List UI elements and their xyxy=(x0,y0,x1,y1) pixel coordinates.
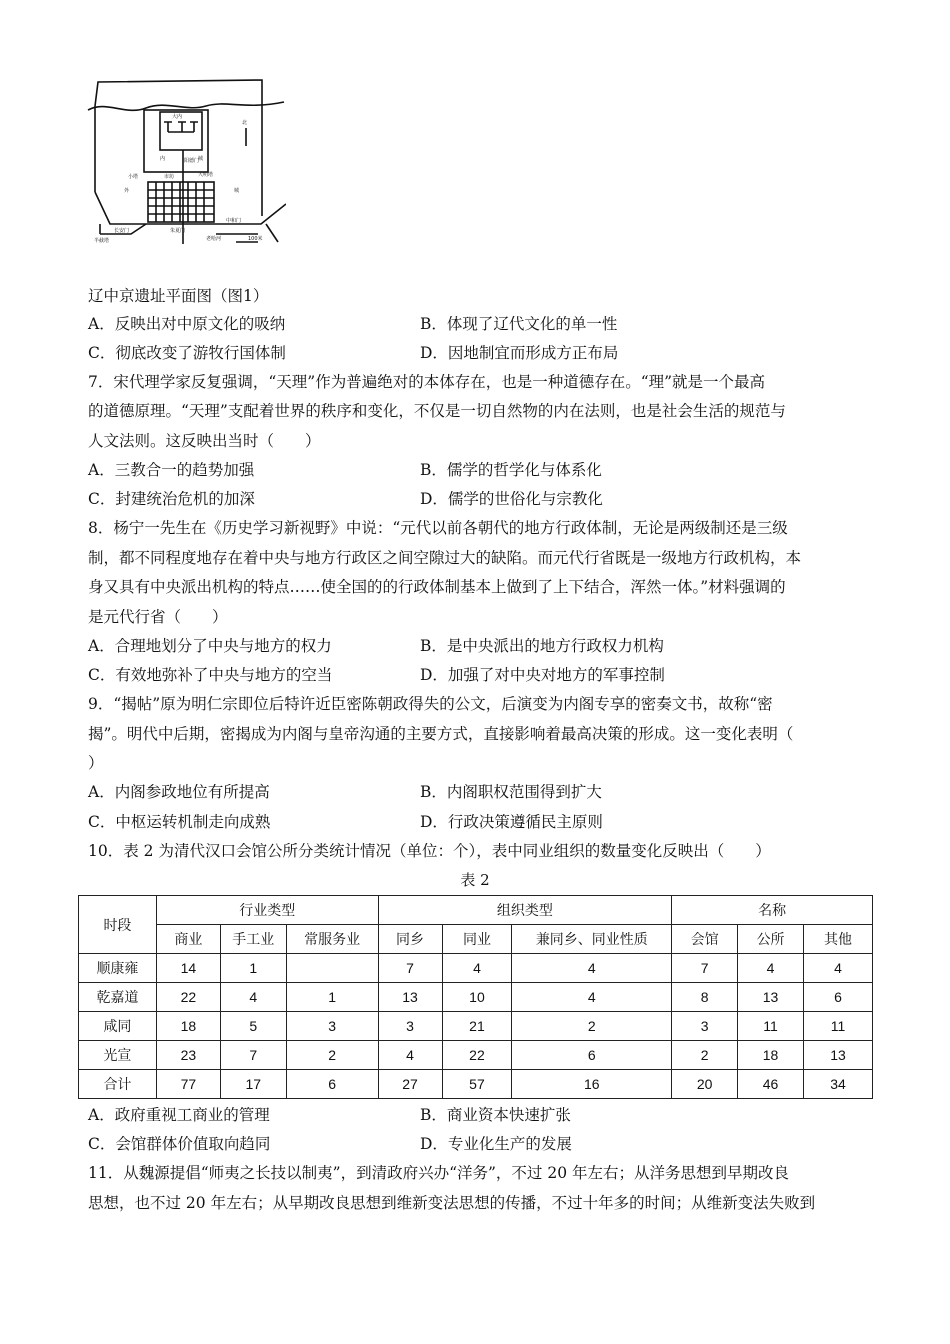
q6-option-b: B．体现了辽代文化的单一性 xyxy=(420,315,618,333)
table-cell: 20 xyxy=(672,1070,738,1099)
map-label-gate: 阳德门 xyxy=(184,158,200,164)
table-cell: 21 xyxy=(442,1012,512,1041)
table-cell: 4 xyxy=(738,954,804,983)
table-cell: 4 xyxy=(378,1041,442,1070)
subheader-cell: 手工业 xyxy=(220,925,286,954)
q11-stem-line1: 11．从魏源提倡“师夷之长技以制夷”，到清政府兴办“洋务”，不过 20 年左右；从洋务思想到早期改良 xyxy=(88,1164,789,1182)
q7-stem-line1: 7．宋代理学家反复强调，“天理”作为普遍绝对的本体存在，也是一种道德存在。“理”就是一个最高 xyxy=(88,373,766,391)
map-label-zhuxia-gate: 朱夏门 xyxy=(170,228,186,234)
q9-stem-line3: ） xyxy=(88,754,104,772)
table-cell: 18 xyxy=(156,1012,220,1041)
table-row xyxy=(79,954,873,983)
q6-option-c: C．彻底改变了游牧行国体制 xyxy=(88,344,286,362)
table-cell: 13 xyxy=(738,983,804,1012)
table-cell: 13 xyxy=(378,983,442,1012)
table-subheader-row xyxy=(79,925,873,954)
figure-caption: 辽中京遗址平面图（图1） xyxy=(88,287,269,305)
q9-stem-line2: 揭”。明代中后期，密揭成为内阁与皇帝沟通的主要方式，直接影响着最高决策的形成。这一变化表明（ xyxy=(88,725,794,743)
q7-option-d: D．儒学的世俗化与宗教化 xyxy=(420,490,603,508)
table-cell: 8 xyxy=(672,983,738,1012)
table-total-row xyxy=(79,1070,873,1099)
q8-stem-line2: 制，都不同程度地存在着中央与地方行政区之间空隙过大的缺陷。而元代行省既是一级地方行政机构，本 xyxy=(88,549,802,567)
q10-option-a: A．政府重视工商业的管理 xyxy=(88,1106,270,1124)
table-cell: 6 xyxy=(512,1041,672,1070)
q8-stem-line4: 是元代行省（ ） xyxy=(88,608,228,626)
map-label-big-pagoda: 大明塔 xyxy=(198,172,214,178)
period-cell: 合计 xyxy=(79,1070,157,1099)
q8-stem-line3: 身又具有中央派出机构的特点……使全国的的行政体制基本上做到了上下结合，浑然一体。”材料强调的 xyxy=(88,578,786,596)
q10-option-b: B．商业资本快速扩张 xyxy=(420,1106,571,1124)
q11-stem-line2: 思想，也不过 20 年左右；从早期改良思想到维新变法思想的传播，不过十年多的时间；从维新变法失败到 xyxy=(88,1194,816,1212)
map-label-changan-gate: 长安门 xyxy=(114,228,130,234)
q7-option-a: A．三教合一的趋势加强 xyxy=(88,461,255,479)
q9-option-a: A．内阁参政地位有所提高 xyxy=(88,783,270,801)
map-label-small-pagoda: 小塔 xyxy=(128,174,139,180)
q10-stem: 10．表 2 为清代汉口会馆公所分类统计情况（单位：个），表中同业组织的数量变化反映出（ ） xyxy=(88,842,771,860)
table-cell: 10 xyxy=(442,983,512,1012)
subheader-cell: 公所 xyxy=(738,925,804,954)
table-row xyxy=(79,1012,873,1041)
q6-option-a: A．反映出对中原文化的吸纳 xyxy=(88,315,286,333)
q8-stem-line1: 8．杨宁一先生在《历史学习新视野》中说：“元代以前各朝代的地方行政体制，无论是两级制还是三级 xyxy=(88,519,788,537)
subheader-cell: 会馆 xyxy=(672,925,738,954)
q8-option-a: A．合理地划分了中央与地方的权力 xyxy=(88,637,332,655)
table-cell: 4 xyxy=(220,983,286,1012)
q7-option-c: C．封建统治危机的加深 xyxy=(88,490,255,508)
table-cell: 23 xyxy=(156,1041,220,1070)
q10-option-c: C．会馆群体价值取向趋同 xyxy=(88,1135,271,1153)
table-cell: 22 xyxy=(156,983,220,1012)
table-cell: 1 xyxy=(286,983,378,1012)
q8-option-b: B．是中央派出的地方行政权力机构 xyxy=(420,637,664,655)
subheader-cell: 同乡 xyxy=(378,925,442,954)
map-label-nei: 内 xyxy=(160,156,166,162)
map-label-wai: 外 xyxy=(124,188,130,194)
q9-option-d: D．行政决策遵循民主原则 xyxy=(420,813,603,831)
table-row xyxy=(79,983,873,1012)
map-label-zhonghe-gate: 中和门 xyxy=(226,218,242,224)
table-cell: 22 xyxy=(442,1041,512,1070)
table-cell: 2 xyxy=(512,1012,672,1041)
table-cell: 46 xyxy=(738,1070,804,1099)
q6-option-d: D．因地制宜而形成方正布局 xyxy=(420,344,619,362)
table-cell: 18 xyxy=(738,1041,804,1070)
header-period: 时段 xyxy=(79,896,157,954)
table-cell: 3 xyxy=(672,1012,738,1041)
table-cell: 4 xyxy=(442,954,512,983)
q7-stem-line3: 人文法则。这反映出当时（ ） xyxy=(88,432,321,450)
table-cell: 1 xyxy=(220,954,286,983)
q9-option-c: C．中枢运转机制走向成熟 xyxy=(88,813,271,831)
table-cell: 17 xyxy=(220,1070,286,1099)
table-cell: 3 xyxy=(378,1012,442,1041)
subheader-cell: 商业 xyxy=(156,925,220,954)
table-cell: 6 xyxy=(804,983,873,1012)
map-label-cheng-outer: 城 xyxy=(234,188,240,194)
period-cell: 光宣 xyxy=(79,1041,157,1070)
table-cell: 14 xyxy=(156,954,220,983)
table-caption: 表 2 xyxy=(460,871,490,889)
table-cell: 11 xyxy=(804,1012,873,1041)
table-cell: 2 xyxy=(286,1041,378,1070)
header-name: 名称 xyxy=(672,896,873,925)
header-industry: 行业类型 xyxy=(156,896,378,925)
table-cell: 7 xyxy=(672,954,738,983)
table-cell: 57 xyxy=(442,1070,512,1099)
map-label-cheng: 城 xyxy=(198,156,204,162)
table-cell: 2 xyxy=(672,1041,738,1070)
table-header-row xyxy=(79,896,873,925)
table-cell: 13 xyxy=(804,1041,873,1070)
map-label-river: 老哈河 xyxy=(206,236,222,242)
q8-option-d: D．加强了对中央对地方的军事控制 xyxy=(420,666,665,684)
map-label-half-pagoda: 半截塔 xyxy=(94,238,110,244)
map-label-market: 市坊 xyxy=(164,174,175,180)
q8-option-c: C．有效地弥补了中央与地方的空当 xyxy=(88,666,333,684)
table-cell: 4 xyxy=(804,954,873,983)
subheader-cell: 其他 xyxy=(804,925,873,954)
table-cell: 7 xyxy=(378,954,442,983)
liao-zhongjing-site-map xyxy=(86,74,286,252)
table-cell: 3 xyxy=(286,1012,378,1041)
header-organization: 组织类型 xyxy=(378,896,672,925)
map-label-north: 北 xyxy=(242,120,248,126)
table-cell: 7 xyxy=(220,1041,286,1070)
subheader-cell: 同业 xyxy=(442,925,512,954)
table-cell: 6 xyxy=(286,1070,378,1099)
period-cell: 咸同 xyxy=(79,1012,157,1041)
q7-stem-line2: 的道德原理。“天理”支配着世界的秩序和变化，不仅是一切自然物的内在法则，也是社会生活的规范与 xyxy=(88,402,786,420)
table-cell xyxy=(286,954,378,983)
subheader-cell: 常服务业 xyxy=(286,925,378,954)
q9-stem-line1: 9．“揭帖”原为明仁宗即位后特许近臣密陈朝政得失的公文，后演变为内阁专享的密奏文书，故称“密 xyxy=(88,695,773,713)
table-cell: 27 xyxy=(378,1070,442,1099)
period-cell: 顺康雍 xyxy=(79,954,157,983)
subheader-cell: 兼同乡、同业性质 xyxy=(512,925,672,954)
period-cell: 乾嘉道 xyxy=(79,983,157,1012)
table-cell: 4 xyxy=(512,954,672,983)
table-cell: 77 xyxy=(156,1070,220,1099)
table-cell: 5 xyxy=(220,1012,286,1041)
table-cell: 16 xyxy=(512,1070,672,1099)
map-label-danei: 大内 xyxy=(172,114,183,120)
q10-option-d: D．专业化生产的发展 xyxy=(420,1135,572,1153)
q9-option-b: B．内阁职权范围得到扩大 xyxy=(420,783,602,801)
table-cell: 11 xyxy=(738,1012,804,1041)
q7-option-b: B．儒学的哲学化与体系化 xyxy=(420,461,602,479)
map-label-scale: 100米 xyxy=(248,236,263,242)
table-cell: 4 xyxy=(512,983,672,1012)
guild-statistics-table xyxy=(78,895,873,1099)
table-cell: 34 xyxy=(804,1070,873,1099)
table-row xyxy=(79,1041,873,1070)
